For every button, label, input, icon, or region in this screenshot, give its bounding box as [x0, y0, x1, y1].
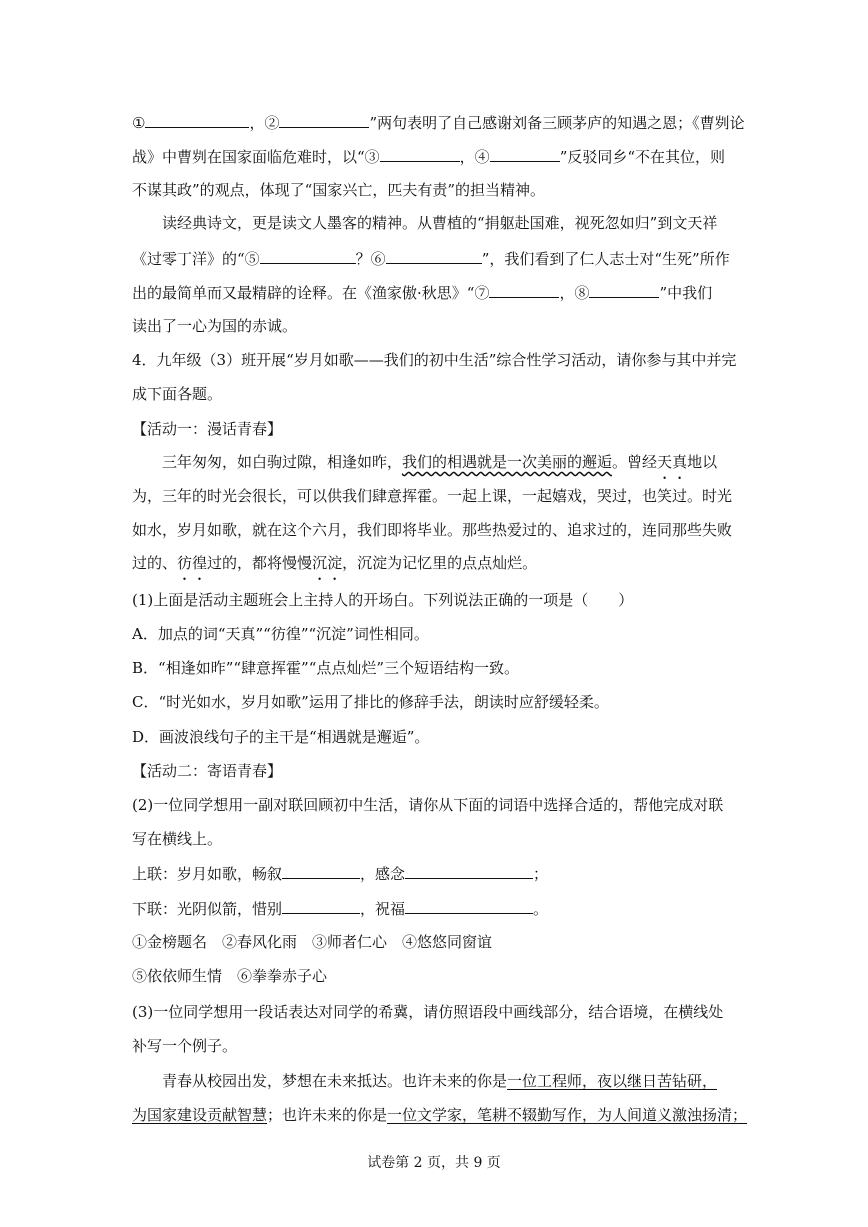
- option-b[interactable]: B．“相逢如昨”“肆意挥霍”“点点灿烂”三个短语结构一致。: [132, 659, 520, 677]
- text-line: [132, 248, 730, 269]
- text: 过的、: [132, 554, 178, 572]
- text-line: 不谋其政”的观点，体现了“国家兴亡，匹夫有责”的担当精神。: [132, 181, 546, 199]
- text: 《过零丁洋》的“⑤: [132, 250, 260, 268]
- couplet-blank-2[interactable]: [405, 863, 533, 879]
- activity-1-title: 【活动一：漫话青春】: [132, 420, 283, 438]
- text: 三年匆匆，如白驹过隙，相逢如昨，: [162, 453, 403, 471]
- passage-line: 为，三年的时光会很长，可以供我们肆意挥霍。一起上课，一起嬉戏，哭过，也笑过。时光: [132, 487, 733, 505]
- word-options-2: ⑤依依师生情 ⑥拳拳赤子心: [132, 967, 328, 985]
- imitation-passage-line: [132, 1105, 747, 1125]
- text: ”，我们看到了仁人志士对“生死”所作: [481, 250, 730, 268]
- option-a[interactable]: A．加点的词“天真”“彷徨”“沉淀”词性相同。: [132, 625, 429, 643]
- couplet-blank-1[interactable]: [282, 863, 360, 879]
- answer-blank-3[interactable]: [380, 146, 460, 162]
- text: 下联：光阴似箭，惜别: [132, 900, 283, 918]
- answer-blank-7[interactable]: [489, 282, 559, 298]
- answer-blank-2[interactable]: [279, 112, 369, 128]
- text-line: 写在横线上。: [132, 830, 223, 848]
- subquestion-1-stem: (1)上面是活动主题班会上主持人的开场白。下列说法正确的一项是（ ）: [132, 591, 634, 609]
- activity-2-title: 【活动二：寄语青春】: [132, 762, 283, 780]
- passage-line: [162, 452, 717, 472]
- text: ”两句表明了自己感谢刘备三顾茅庐的知遇之恩；《曹刿论: [369, 114, 745, 132]
- text: 。: [533, 900, 549, 918]
- text: ，④: [459, 148, 490, 166]
- dotted-char: 徨: [192, 554, 208, 572]
- text: 出的最简单而又最精辟的诠释。在《渔家傲·秋思》“⑦: [132, 284, 490, 302]
- text: 过的，都将慢慢: [207, 554, 313, 572]
- couplet-blank-3[interactable]: [282, 898, 360, 914]
- underlined-phrase: 一位工程师，夜以继日苦钻研，: [507, 1072, 718, 1090]
- answer-blank-6[interactable]: [386, 248, 482, 264]
- text: ”反驳同乡“不在其位，则: [559, 148, 726, 166]
- word-options-1: ①金榜题名 ②春风化雨 ③师者仁心 ④悠悠同窗谊: [132, 933, 493, 951]
- text: ，⑧: [559, 284, 590, 302]
- text: ①: [132, 114, 146, 132]
- text: ，②: [249, 114, 280, 132]
- dotted-char: 天: [657, 453, 673, 471]
- subquestion-2-stem: (2)一位同学想用一副对联回顾初中生活，请你从下面的词语中选择合适的，帮他完成对联: [132, 796, 724, 814]
- text: 地以: [687, 453, 718, 471]
- question-4-stem: 4．九年级（3）班开展“岁月如歌——我们的初中生活”综合性学习活动，请你参与其中并完: [132, 351, 737, 369]
- dotted-char: 沉: [312, 554, 328, 572]
- answer-blank-8[interactable]: [589, 282, 659, 298]
- text-line: 成下面各题。: [132, 385, 223, 403]
- text: ”中我们: [659, 284, 713, 302]
- couplet-lower: [132, 898, 548, 919]
- couplet-upper: [132, 863, 548, 884]
- dotted-char: 彷: [177, 554, 193, 572]
- text: 战》中曹刿在国家面临危难时，以“③: [132, 148, 380, 166]
- option-d[interactable]: D．画波浪线句子的主干是“相遇就是邂逅”。: [132, 728, 430, 746]
- text: ，祝福: [360, 900, 406, 918]
- wavy-underlined-sentence: 我们的相遇就是一次美丽的邂逅: [402, 453, 613, 471]
- couplet-blank-4[interactable]: [405, 898, 533, 914]
- page-footer: 试卷第 2 页，共 9 页: [367, 1155, 501, 1171]
- passage-line: 如水，岁月如歌，就在这个六月，我们即将毕业。那些热爱过的、追求过的，连同那些失败: [132, 521, 733, 539]
- underlined-phrase: 为国家建设贡献智慧: [132, 1106, 268, 1124]
- text-line: [132, 112, 745, 133]
- underlined-phrase: 一位文学家，笔耕不辍勤写作，为人间道义激浊扬清；: [387, 1106, 748, 1124]
- option-c[interactable]: C．“时光如水，岁月如歌”运用了排比的修辞手法，朗读时应舒缓轻柔。: [132, 693, 609, 711]
- text-line: 补写一个例子。: [132, 1037, 238, 1055]
- passage-line: [132, 553, 537, 573]
- text-line: [132, 146, 725, 167]
- text-line: [132, 282, 712, 303]
- text: ，感念: [360, 865, 406, 883]
- dotted-char: 真: [672, 453, 688, 471]
- text-line: 读经典诗文，更是读文人墨客的精神。从曹植的“捐躯赴国难，视死忽如归”到文天祥: [162, 214, 718, 232]
- imitation-passage-line: [162, 1071, 717, 1091]
- text: ？⑥: [355, 250, 386, 268]
- text-line: 读出了一心为国的赤诚。: [132, 317, 298, 335]
- subquestion-3-stem: (3)一位同学想用一段话表达对同学的希冀，请仿照语段中画线部分，结合语境，在横线处: [132, 1003, 724, 1021]
- answer-blank-5[interactable]: [260, 248, 356, 264]
- answer-blank-1[interactable]: [145, 112, 249, 128]
- dotted-char: 淀: [327, 554, 343, 572]
- text: 青春从校园出发，梦想在未来抵达。也许未来的你是: [162, 1072, 508, 1090]
- text: ；也许未来的你是: [267, 1106, 388, 1124]
- text: 。曾经: [612, 453, 658, 471]
- text: ，沉淀为记忆里的点点灿烂。: [342, 554, 538, 572]
- text: ；: [533, 865, 549, 883]
- text: 上联：岁月如歌，畅叙: [132, 865, 283, 883]
- answer-blank-4[interactable]: [490, 146, 560, 162]
